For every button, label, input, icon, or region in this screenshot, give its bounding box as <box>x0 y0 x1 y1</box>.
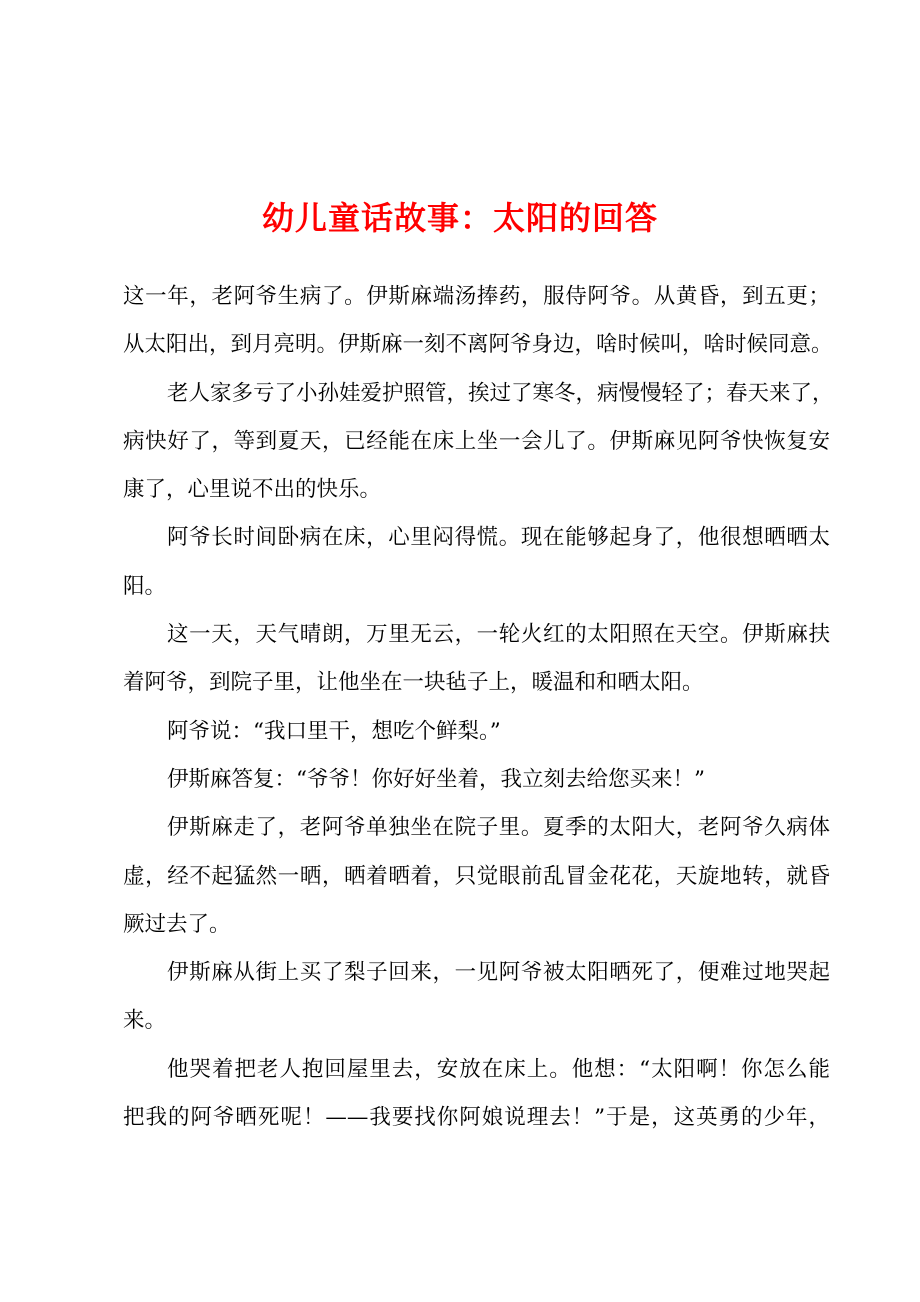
paragraph <box>123 949 830 1046</box>
text-line: 病快好了，等到夏天，已经能在床上坐一会儿了。伊斯麻见阿爷快恢复安 <box>123 428 830 454</box>
text-line: 来。 <box>123 1008 167 1034</box>
text-line: 从太阳出，到月亮明。伊斯麻一刻不离阿爷身边，啥时候叫，啥时候同意。 <box>123 332 833 358</box>
text-line: 这一天，天气晴朗，万里无云，一轮火红的太阳照在天空。伊斯麻扶 <box>167 622 830 648</box>
paragraph <box>123 611 830 708</box>
paragraph <box>123 756 830 804</box>
text-line: 他哭着把老人抱回屋里去，安放在床上。他想：“太阳啊！你怎么能 <box>167 1056 830 1082</box>
text-line: 伊斯麻答复：“爷爷！你好好坐着，我立刻去给您买来！” <box>167 766 705 792</box>
paragraph <box>123 514 830 611</box>
text-line: 阳。 <box>123 573 167 599</box>
text-line: 阿爷长时间卧病在床，心里闷得慌。现在能够起身了，他很想晒晒太 <box>167 525 830 551</box>
text-line: 伊斯麻从街上买了梨子回来，一见阿爷被太阳晒死了，便难过地哭起 <box>167 960 830 986</box>
paragraph <box>123 804 830 949</box>
text-line: 阿爷说：“我口里干，想吃个鲜梨。” <box>167 718 501 744</box>
text-line: 康了，心里说不出的快乐。 <box>123 477 382 503</box>
text-line: 把我的阿爷晒死呢！——我要找你阿娘说理去！”于是，这英勇的少年， <box>123 1105 830 1131</box>
document-title: 幼儿童话故事：太阳的回答 <box>261 199 658 237</box>
text-line: 着阿爷，到院子里，让他坐在一块毡子上，暖温和和晒太阳。 <box>123 670 704 696</box>
text-line: 伊斯麻走了，老阿爷单独坐在院子里。夏季的太阳大，老阿爷久病体 <box>167 815 830 841</box>
text-line: 厥过去了。 <box>123 911 231 937</box>
paragraph <box>123 1046 830 1143</box>
text-line: 这一年，老阿爷生病了。伊斯麻端汤捧药，服侍阿爷。从黄昏，到五更； <box>123 284 830 309</box>
text-line: 老人家多亏了小孙娃爱护照管，挨过了寒冬，病慢慢轻了；春天来了， <box>167 380 834 406</box>
paragraph <box>123 708 830 756</box>
paragraph <box>123 273 833 370</box>
text-line: 虚，经不起猛然一晒，晒着晒着，只觉眼前乱冒金花花，天旋地转，就昏 <box>123 863 830 889</box>
document-body <box>123 273 834 1142</box>
paragraph <box>123 370 834 515</box>
